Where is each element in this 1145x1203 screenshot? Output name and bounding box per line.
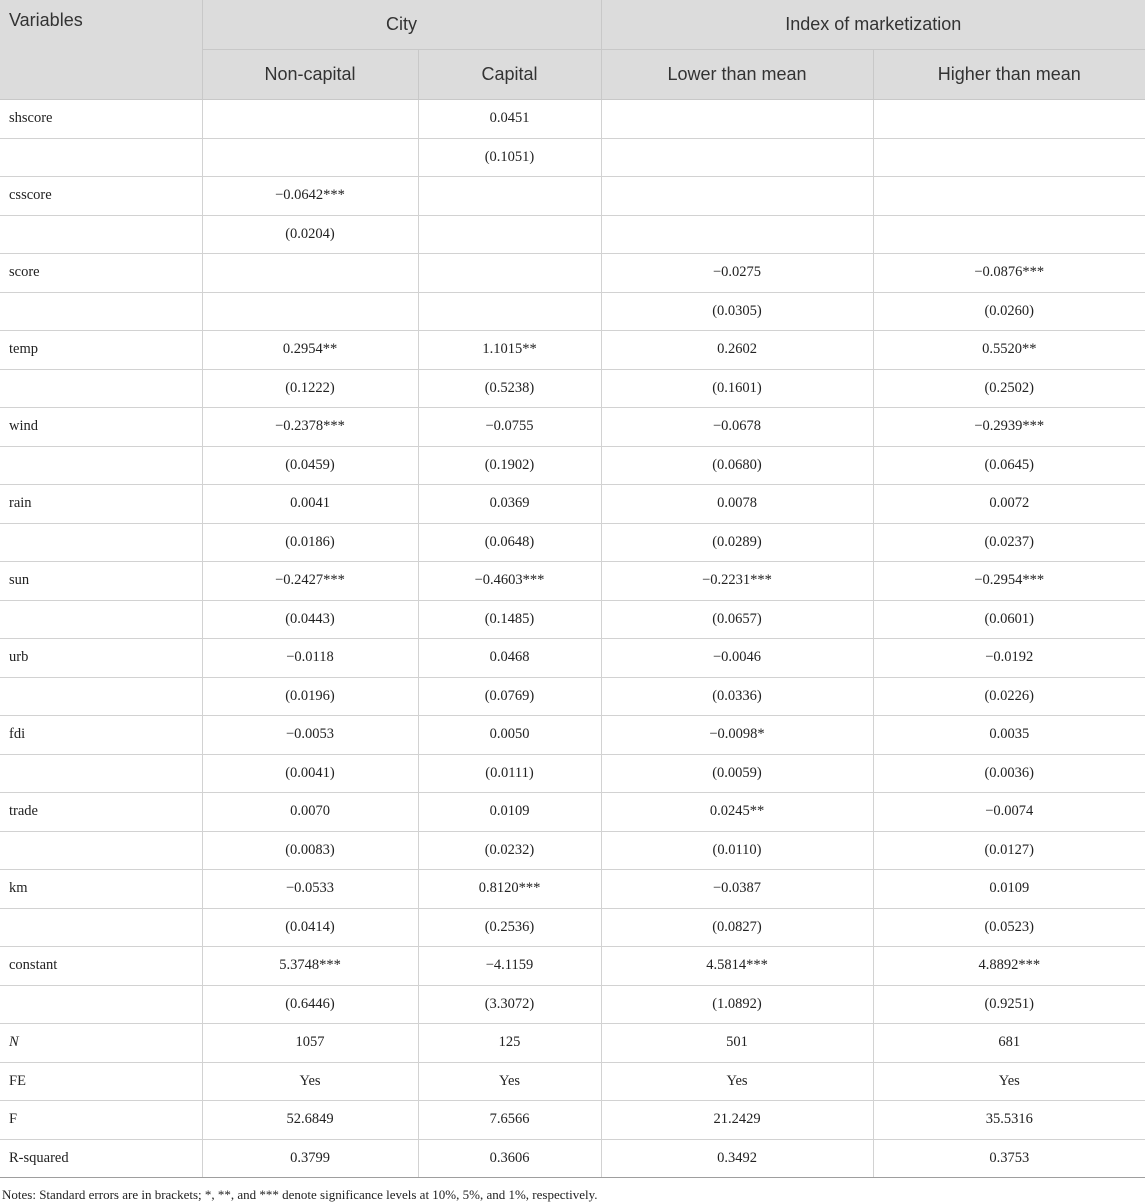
table-cell: (0.0769) <box>418 677 601 716</box>
table-cell: (0.9251) <box>873 985 1145 1024</box>
higher-than-mean-header: Higher than mean <box>873 50 1145 100</box>
table-cell: (0.2536) <box>418 908 601 947</box>
table-cell: 0.0369 <box>418 485 601 524</box>
table-row <box>0 292 1145 331</box>
row-label <box>0 446 202 485</box>
row-label <box>0 369 202 408</box>
variables-header: Variables <box>0 0 202 100</box>
table-cell: (0.1902) <box>418 446 601 485</box>
table-cell: 0.0072 <box>873 485 1145 524</box>
table-row <box>0 254 1145 293</box>
table-row <box>0 716 1145 755</box>
table-cell <box>202 138 418 177</box>
table-cell: −0.0387 <box>601 870 873 909</box>
table-cell <box>418 254 601 293</box>
table-cell: (0.0110) <box>601 831 873 870</box>
table-cell: −0.2231*** <box>601 562 873 601</box>
table-cell: 0.0050 <box>418 716 601 755</box>
table-row <box>0 1101 1145 1140</box>
row-label <box>0 600 202 639</box>
row-label <box>0 754 202 793</box>
row-label: shscore <box>0 100 202 139</box>
table-cell: (0.0237) <box>873 523 1145 562</box>
table-cell: −0.2954*** <box>873 562 1145 601</box>
table-cell: (0.0127) <box>873 831 1145 870</box>
table-row <box>0 985 1145 1024</box>
table-cell: (0.0648) <box>418 523 601 562</box>
table-cell: −0.0046 <box>601 639 873 678</box>
table-cell: −0.4603*** <box>418 562 601 601</box>
table-cell: 5.3748*** <box>202 947 418 986</box>
table-cell: 0.0041 <box>202 485 418 524</box>
table-cell: 0.0070 <box>202 793 418 832</box>
table-cell: (0.1485) <box>418 600 601 639</box>
table-row <box>0 1024 1145 1063</box>
table-cell: (0.1222) <box>202 369 418 408</box>
table-row <box>0 754 1145 793</box>
table-cell: Yes <box>601 1062 873 1101</box>
table-cell: (0.2502) <box>873 369 1145 408</box>
table-cell: 1.1015** <box>418 331 601 370</box>
table-cell: 4.8892*** <box>873 947 1145 986</box>
non-capital-header: Non-capital <box>202 50 418 100</box>
table-cell: −0.0192 <box>873 639 1145 678</box>
table-cell: (0.0336) <box>601 677 873 716</box>
table-cell <box>202 292 418 331</box>
table-cell: −0.0118 <box>202 639 418 678</box>
table-body <box>0 100 1145 1178</box>
row-label: wind <box>0 408 202 447</box>
table-cell: Yes <box>202 1062 418 1101</box>
table-cell: 1057 <box>202 1024 418 1063</box>
table-cell: 0.8120*** <box>418 870 601 909</box>
table-cell: (0.0204) <box>202 215 418 254</box>
table-cell: −0.0755 <box>418 408 601 447</box>
table-cell: 0.2602 <box>601 331 873 370</box>
row-label: constant <box>0 947 202 986</box>
table-cell: (0.0680) <box>601 446 873 485</box>
table-cell: 0.3492 <box>601 1139 873 1178</box>
table-cell: −0.0533 <box>202 870 418 909</box>
table-cell: −0.0642*** <box>202 177 418 216</box>
table-cell <box>873 100 1145 139</box>
table-cell: −4.1159 <box>418 947 601 986</box>
row-label <box>0 831 202 870</box>
row-label: R-squared <box>0 1139 202 1178</box>
table-cell: 35.5316 <box>873 1101 1145 1140</box>
table-cell: 0.0035 <box>873 716 1145 755</box>
table-cell: (0.0111) <box>418 754 601 793</box>
row-label <box>0 677 202 716</box>
table-cell: (0.0601) <box>873 600 1145 639</box>
table-cell <box>601 215 873 254</box>
table-row <box>0 677 1145 716</box>
row-label: trade <box>0 793 202 832</box>
table-cell: (0.0827) <box>601 908 873 947</box>
table-cell: 0.0468 <box>418 639 601 678</box>
table-cell: (0.0083) <box>202 831 418 870</box>
table-cell: (0.6446) <box>202 985 418 1024</box>
row-label: N <box>0 1024 202 1063</box>
table-cell: (0.0289) <box>601 523 873 562</box>
table-cell: −0.2427*** <box>202 562 418 601</box>
table-row <box>0 177 1145 216</box>
table-cell: 0.0245** <box>601 793 873 832</box>
table-cell: (0.0059) <box>601 754 873 793</box>
table-cell: (0.0523) <box>873 908 1145 947</box>
table-cell: (0.0196) <box>202 677 418 716</box>
table-cell: (0.5238) <box>418 369 601 408</box>
table-cell <box>873 177 1145 216</box>
table-cell <box>873 138 1145 177</box>
table-cell: 52.6849 <box>202 1101 418 1140</box>
table-cell: (0.0305) <box>601 292 873 331</box>
table-row <box>0 831 1145 870</box>
table-cell: −0.0275 <box>601 254 873 293</box>
table-row <box>0 331 1145 370</box>
table-row <box>0 485 1145 524</box>
row-label: score <box>0 254 202 293</box>
row-label <box>0 138 202 177</box>
table-row <box>0 215 1145 254</box>
table-note: Notes: Standard errors are in brackets; *, **, and *** denote significance levels at 10%, 5%, and 1%, respectively. <box>2 1187 598 1202</box>
table-cell: 0.3799 <box>202 1139 418 1178</box>
table-cell: (0.0226) <box>873 677 1145 716</box>
table-cell: −0.0053 <box>202 716 418 755</box>
table-cell: 0.0109 <box>873 870 1145 909</box>
table-cell <box>601 100 873 139</box>
table-row <box>0 562 1145 601</box>
table-cell: 21.2429 <box>601 1101 873 1140</box>
table-cell: 0.3753 <box>873 1139 1145 1178</box>
row-label: fdi <box>0 716 202 755</box>
table-cell: (0.1051) <box>418 138 601 177</box>
row-label: km <box>0 870 202 909</box>
table-cell: (0.0232) <box>418 831 601 870</box>
table-row <box>0 639 1145 678</box>
table-row <box>0 408 1145 447</box>
table-cell <box>418 215 601 254</box>
table-cell: (0.0459) <box>202 446 418 485</box>
table-row <box>0 446 1145 485</box>
table-row <box>0 369 1145 408</box>
table-cell: 0.5520** <box>873 331 1145 370</box>
table-cell: (0.0260) <box>873 292 1145 331</box>
row-label <box>0 292 202 331</box>
row-label: sun <box>0 562 202 601</box>
table-cell: (1.0892) <box>601 985 873 1024</box>
table-cell: (0.0041) <box>202 754 418 793</box>
table-cell: Yes <box>418 1062 601 1101</box>
city-group-header: City <box>202 0 601 50</box>
table-cell: 0.3606 <box>418 1139 601 1178</box>
table-cell: −0.0074 <box>873 793 1145 832</box>
table-cell: 0.0078 <box>601 485 873 524</box>
table-row <box>0 523 1145 562</box>
row-label <box>0 985 202 1024</box>
table-row <box>0 1062 1145 1101</box>
table-cell <box>202 254 418 293</box>
table-cell: (0.0414) <box>202 908 418 947</box>
table-cell: 501 <box>601 1024 873 1063</box>
table-row <box>0 1139 1145 1178</box>
table-cell <box>418 292 601 331</box>
table-cell: Yes <box>873 1062 1145 1101</box>
table-row <box>0 138 1145 177</box>
table-cell: −0.2378*** <box>202 408 418 447</box>
table-cell <box>601 138 873 177</box>
table-cell <box>202 100 418 139</box>
capital-header: Capital <box>418 50 601 100</box>
table-cell <box>418 177 601 216</box>
table-cell: 0.2954** <box>202 331 418 370</box>
lower-than-mean-header: Lower than mean <box>601 50 873 100</box>
table-cell <box>601 177 873 216</box>
table-cell: −0.2939*** <box>873 408 1145 447</box>
table-cell: −0.0876*** <box>873 254 1145 293</box>
table-cell: 125 <box>418 1024 601 1063</box>
table-cell: (3.3072) <box>418 985 601 1024</box>
table-cell: 7.6566 <box>418 1101 601 1140</box>
table-cell: (0.0036) <box>873 754 1145 793</box>
table-cell: (0.0443) <box>202 600 418 639</box>
table-row <box>0 100 1145 139</box>
table-row <box>0 600 1145 639</box>
row-label <box>0 215 202 254</box>
table-cell: (0.0657) <box>601 600 873 639</box>
table-cell: (0.0645) <box>873 446 1145 485</box>
table-cell: 0.0451 <box>418 100 601 139</box>
table-cell: 0.0109 <box>418 793 601 832</box>
marketization-group-header: Index of marketization <box>601 0 1145 50</box>
row-label: urb <box>0 639 202 678</box>
table-row <box>0 947 1145 986</box>
table-cell <box>873 215 1145 254</box>
table-cell: 4.5814*** <box>601 947 873 986</box>
table-cell: −0.0098* <box>601 716 873 755</box>
row-label <box>0 523 202 562</box>
row-label: FE <box>0 1062 202 1101</box>
table-row <box>0 870 1145 909</box>
header-row-groups <box>0 0 1145 50</box>
table-row <box>0 908 1145 947</box>
table-cell: −0.0678 <box>601 408 873 447</box>
row-label: csscore <box>0 177 202 216</box>
table-header <box>0 0 1145 100</box>
table-cell: (0.1601) <box>601 369 873 408</box>
row-label: temp <box>0 331 202 370</box>
row-label <box>0 908 202 947</box>
row-label: F <box>0 1101 202 1140</box>
row-label: rain <box>0 485 202 524</box>
table-cell: 681 <box>873 1024 1145 1063</box>
table-cell: (0.0186) <box>202 523 418 562</box>
table-row <box>0 793 1145 832</box>
